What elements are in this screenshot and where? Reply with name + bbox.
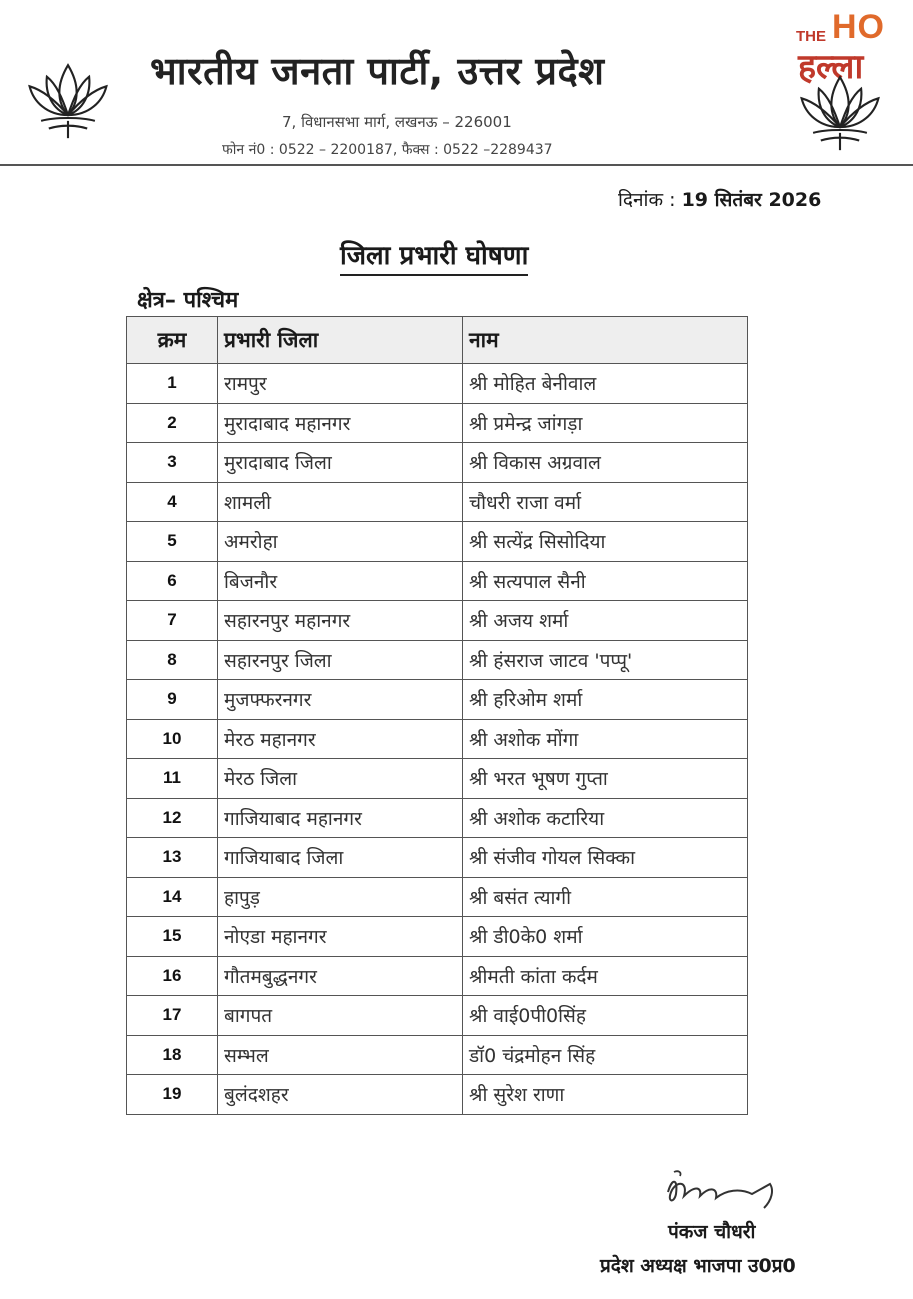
table-row	[127, 996, 748, 1036]
cell-district: मुरादाबाद महानगर	[218, 403, 463, 443]
cell-name: श्री अजय शर्मा	[463, 601, 748, 641]
cell-district: गाजियाबाद महानगर	[218, 798, 463, 838]
cell-district: सम्भल	[218, 1035, 463, 1075]
lotus-logo-left-icon	[20, 46, 116, 142]
table-row	[127, 522, 748, 562]
cell-serial: 5	[127, 522, 218, 562]
cell-name: श्री अशोक मोंगा	[463, 719, 748, 759]
region-label: क्षेत्र– पश्चिम	[137, 288, 239, 313]
cell-name: श्री संजीव गोयल सिक्का	[463, 838, 748, 878]
cell-name: श्री सुरेश राणा	[463, 1075, 748, 1115]
cell-serial: 12	[127, 798, 218, 838]
table-row	[127, 917, 748, 957]
cell-district: नोएडा महानगर	[218, 917, 463, 957]
lotus-logo-right-icon	[792, 58, 888, 154]
date-label: दिनांक :	[618, 189, 676, 211]
table-row	[127, 838, 748, 878]
cell-serial: 9	[127, 680, 218, 720]
cell-serial: 15	[127, 917, 218, 957]
cell-serial: 8	[127, 640, 218, 680]
phone-fax: फोन नं0 : 0522 – 2200187, फैक्स : 0522 –2289437	[222, 142, 553, 158]
header-divider	[0, 164, 913, 166]
cell-name: श्री विकास अग्रवाल	[463, 443, 748, 483]
cell-serial: 6	[127, 561, 218, 601]
date-line	[618, 186, 821, 212]
table-row	[127, 443, 748, 483]
cell-district: रामपुर	[218, 364, 463, 404]
party-title: भारतीय जनता पार्टी, उत्तर प्रदेश	[150, 49, 605, 93]
column-header-district: प्रभारी जिला	[218, 317, 463, 364]
cell-serial: 17	[127, 996, 218, 1036]
cell-name: श्री मोहित बेनीवाल	[463, 364, 748, 404]
cell-serial: 1	[127, 364, 218, 404]
column-header-serial: क्रम	[127, 317, 218, 364]
document-heading: जिला प्रभारी घोषणा	[340, 236, 528, 276]
cell-name: श्री सत्येंद्र सिसोदिया	[463, 522, 748, 562]
cell-name: डॉ0 चंद्रमोहन सिंह	[463, 1035, 748, 1075]
table-row	[127, 640, 748, 680]
cell-district: मुजफ्फरनगर	[218, 680, 463, 720]
signatory-designation: प्रदेश अध्यक्ष भाजपा उ0प्र0	[600, 1255, 796, 1277]
cell-district: हापुड़	[218, 877, 463, 917]
cell-district: सहारनपुर जिला	[218, 640, 463, 680]
cell-serial: 16	[127, 956, 218, 996]
column-header-name: नाम	[463, 317, 748, 364]
cell-district: बुलंदशहर	[218, 1075, 463, 1115]
cell-name: श्री हंसराज जाटव 'पप्पू'	[463, 640, 748, 680]
cell-district: गौतमबुद्धनगर	[218, 956, 463, 996]
cell-serial: 13	[127, 838, 218, 878]
table-row	[127, 561, 748, 601]
cell-district: शामली	[218, 482, 463, 522]
table-row	[127, 798, 748, 838]
cell-district: बिजनौर	[218, 561, 463, 601]
table-row	[127, 482, 748, 522]
cell-name: श्री अशोक कटारिया	[463, 798, 748, 838]
table-row	[127, 1035, 748, 1075]
signature-icon	[654, 1164, 794, 1214]
cell-name: श्री बसंत त्यागी	[463, 877, 748, 917]
table-row	[127, 759, 748, 799]
cell-name: श्रीमती कांता कर्दम	[463, 956, 748, 996]
table-row	[127, 719, 748, 759]
cell-serial: 14	[127, 877, 218, 917]
cell-name: श्री प्रमेन्द्र जांगड़ा	[463, 403, 748, 443]
table-row	[127, 403, 748, 443]
table-row	[127, 877, 748, 917]
cell-serial: 4	[127, 482, 218, 522]
cell-name: श्री हरिओम शर्मा	[463, 680, 748, 720]
cell-district: बागपत	[218, 996, 463, 1036]
cell-district: मेरठ जिला	[218, 759, 463, 799]
cell-serial: 10	[127, 719, 218, 759]
cell-serial: 18	[127, 1035, 218, 1075]
cell-serial: 19	[127, 1075, 218, 1115]
cell-district: मेरठ महानगर	[218, 719, 463, 759]
cell-name: श्री सत्यपाल सैनी	[463, 561, 748, 601]
cell-district: अमरोहा	[218, 522, 463, 562]
signatory-name: पंकज चौधरी	[668, 1221, 756, 1243]
cell-name: श्री भरत भूषण गुप्ता	[463, 759, 748, 799]
table-row	[127, 364, 748, 404]
cell-district: सहारनपुर महानगर	[218, 601, 463, 641]
table-row	[127, 680, 748, 720]
table-header-row	[127, 317, 748, 364]
watermark-ho: HO	[832, 8, 885, 46]
cell-serial: 2	[127, 403, 218, 443]
watermark-halla: हल्ला	[798, 47, 864, 87]
incharge-table	[126, 316, 748, 1115]
cell-serial: 7	[127, 601, 218, 641]
cell-name: श्री वाई0पी0सिंह	[463, 996, 748, 1036]
watermark-the: THE	[796, 28, 826, 45]
cell-name: चौधरी राजा वर्मा	[463, 482, 748, 522]
cell-serial: 3	[127, 443, 218, 483]
cell-district: गाजियाबाद जिला	[218, 838, 463, 878]
date-value: 19 सितंबर 2026	[681, 189, 822, 211]
table-row	[127, 601, 748, 641]
cell-name: श्री डी0के0 शर्मा	[463, 917, 748, 957]
cell-serial: 11	[127, 759, 218, 799]
table-row	[127, 1075, 748, 1115]
cell-district: मुरादाबाद जिला	[218, 443, 463, 483]
table-row	[127, 956, 748, 996]
office-address: 7, विधानसभा मार्ग, लखनऊ – 226001	[282, 113, 512, 131]
